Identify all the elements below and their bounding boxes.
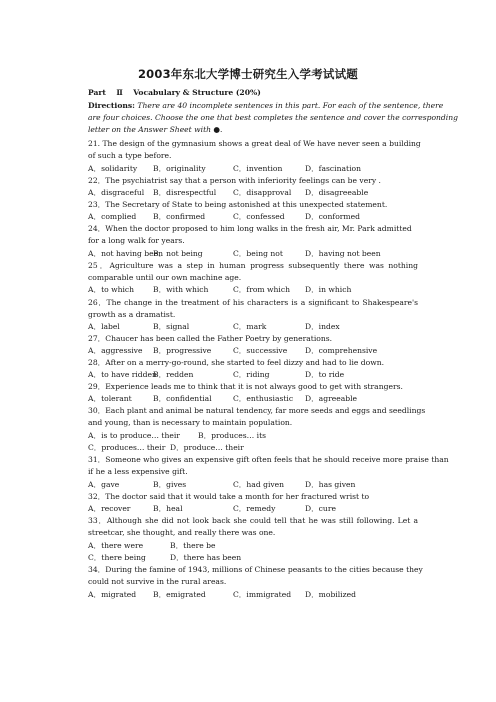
option-a: A．aggressive <box>88 346 143 355</box>
option-d: D．disagreeable <box>305 188 369 197</box>
question-30-stem-cont: and young, than is necessary to maintain population. <box>88 418 293 427</box>
question-31-options <box>88 480 418 490</box>
option-a: A．to which <box>88 285 135 294</box>
option-b: B．not being <box>153 249 203 258</box>
option-d: D．in which <box>305 285 352 294</box>
option-c: C．produces… their <box>88 443 166 452</box>
option-b: B．gives <box>153 480 187 489</box>
question-21-stem-cont: of such a type before. <box>88 151 172 160</box>
question-23-stem: 23．The Secretary of State to being astonished at this unexpected statement. <box>88 200 388 209</box>
option-c: C．riding <box>233 370 270 379</box>
option-a: A．solidarity <box>88 164 138 173</box>
option-d: D．mobilized <box>305 590 356 599</box>
directions-text: There are 40 incomplete sentences in this part. For each of the sentence, there <box>137 101 444 110</box>
option-a: A．recover <box>88 504 131 513</box>
question-31-stem-cont: if he a less expensive gift. <box>88 467 188 476</box>
option-c: C．invention <box>233 164 283 173</box>
option-c: C．there being <box>88 553 146 562</box>
option-b: B．signal <box>153 322 190 331</box>
option-b: B．disrespectful <box>153 188 217 197</box>
question-24-stem: 24．When the doctor proposed to him long walks in the fresh air, Mr. Park admitted <box>88 224 412 233</box>
question-33-stem: 33．Although she did not look back she could tell that he was still following. Let a <box>88 516 418 525</box>
option-a: A．disgraceful <box>88 188 145 197</box>
question-21-stem: 21. The design of the gymnasium shows a great deal of We have never seen a building <box>88 139 421 148</box>
question-27-stem: 27．Chaucer has been called the Father Poetry by generations. <box>88 334 333 343</box>
option-b: B．confidential <box>153 394 212 403</box>
option-a: A．to have ridden <box>88 370 157 379</box>
question-34-options <box>88 590 418 600</box>
question-25-options <box>88 285 418 295</box>
page-title: 2003年东北大学博士研究生入学考试试题 <box>137 67 358 81</box>
question-21-options <box>88 164 418 174</box>
option-c: C．being not <box>233 249 283 258</box>
option-a: A．is to produce… their <box>88 431 180 440</box>
option-b: B．heal <box>153 504 183 513</box>
option-c: C．successive <box>233 346 288 355</box>
question-34-stem-cont: could not survive in the rural areas. <box>88 577 227 586</box>
option-d: D．agreeable <box>305 394 357 403</box>
question-22-stem: 22．The psychiatrist say that a person with inferiority feelings can be very . <box>88 176 381 185</box>
option-a: A．migrated <box>88 590 137 599</box>
question-26-stem-cont: growth as a dramatist. <box>88 310 176 319</box>
option-d: D．comprehensive <box>305 346 378 355</box>
part-heading <box>88 88 418 98</box>
question-30-stem: 30．Each plant and animal be natural tendency, far more seeds and eggs and seedlings <box>88 406 426 415</box>
question-30-options-ab <box>88 431 418 441</box>
directions-line-2: are four choices. Choose the one that best completes the sentence and cover the corresponding <box>88 113 458 122</box>
question-29-stem: 29．Experience leads me to think that it is not always good to get with strangers. <box>88 382 403 391</box>
option-d: D．to ride <box>305 370 345 379</box>
option-a: A．label <box>88 322 120 331</box>
option-c: C．confessed <box>233 212 285 221</box>
part-roman-numeral: Ⅱ <box>116 88 123 97</box>
option-c: C．mark <box>233 322 267 331</box>
option-b: B．there be <box>170 541 216 550</box>
directions-line-1 <box>88 101 444 111</box>
option-b: B．redden <box>153 370 194 379</box>
option-c: C．immigrated <box>233 590 292 599</box>
option-c: C．had given <box>233 480 285 489</box>
question-22-options <box>88 188 418 198</box>
question-26-stem: 26．The change in the treatment of his characters is a significant to Shakespeare's <box>88 298 418 307</box>
question-25-stem: 25．Agriculture was a step in human progress subsequently there was nothing <box>88 261 418 270</box>
option-b: B．progressive <box>153 346 212 355</box>
option-d: D．conformed <box>305 212 360 221</box>
option-d: D．there has been <box>170 553 242 562</box>
question-27-options <box>88 346 418 356</box>
question-25-stem-cont: comparable until our own machine age. <box>88 273 242 282</box>
option-a: A．tolerant <box>88 394 132 403</box>
question-33-options-cd <box>88 553 418 563</box>
option-b: B．originality <box>153 164 206 173</box>
option-a: A．complied <box>88 212 137 221</box>
question-24-stem-cont: for a long walk for years. <box>88 236 185 245</box>
option-c: C．disapproval <box>233 188 292 197</box>
question-23-options <box>88 212 418 222</box>
option-b: B．emigrated <box>153 590 206 599</box>
option-d: D．having not been <box>305 249 381 258</box>
question-24-options <box>88 249 418 259</box>
option-d: D．index <box>305 322 340 331</box>
option-a: A．not having been <box>88 249 164 258</box>
part-label: Part <box>88 88 106 97</box>
question-31-stem: 31．Someone who gives an expensive gift often feels that he should receive more praise than <box>88 455 449 464</box>
option-c: C．from which <box>233 285 290 294</box>
option-d: D．cure <box>305 504 336 513</box>
option-d: D．produce… their <box>170 443 244 452</box>
part-name: Vocabulary & Structure (20%) <box>133 88 261 97</box>
question-28-stem: 28．After on a merry-go-round, she started to feel dizzy and had to lie down. <box>88 358 385 367</box>
question-34-stem: 34．During the famine of 1943, millions of Chinese peasants to the cities because they <box>88 565 423 574</box>
directions-line-3: letter on the Answer Sheet with ●. <box>88 125 223 134</box>
question-33-stem-cont: streetcar, she thought, and really there was one. <box>88 528 276 537</box>
option-c: C．remedy <box>233 504 276 513</box>
option-c: C．enthusiastic <box>233 394 294 403</box>
option-b: B．produces… its <box>198 431 267 440</box>
option-b: B．confirmed <box>153 212 206 221</box>
question-28-options <box>88 370 418 380</box>
option-b: B．with which <box>153 285 209 294</box>
option-a: A．gave <box>88 480 120 489</box>
question-33-options-ab <box>88 541 418 551</box>
option-d: D．fascination <box>305 164 361 173</box>
question-29-options <box>88 394 418 404</box>
question-32-stem: 32．The doctor said that it would take a month for her fractured wrist to <box>88 492 370 501</box>
directions-label: Directions: <box>88 101 135 110</box>
question-26-options <box>88 322 418 332</box>
option-d: D．has given <box>305 480 356 489</box>
option-a: A．there were <box>88 541 144 550</box>
question-30-options-cd <box>88 443 418 453</box>
question-32-options <box>88 504 418 514</box>
